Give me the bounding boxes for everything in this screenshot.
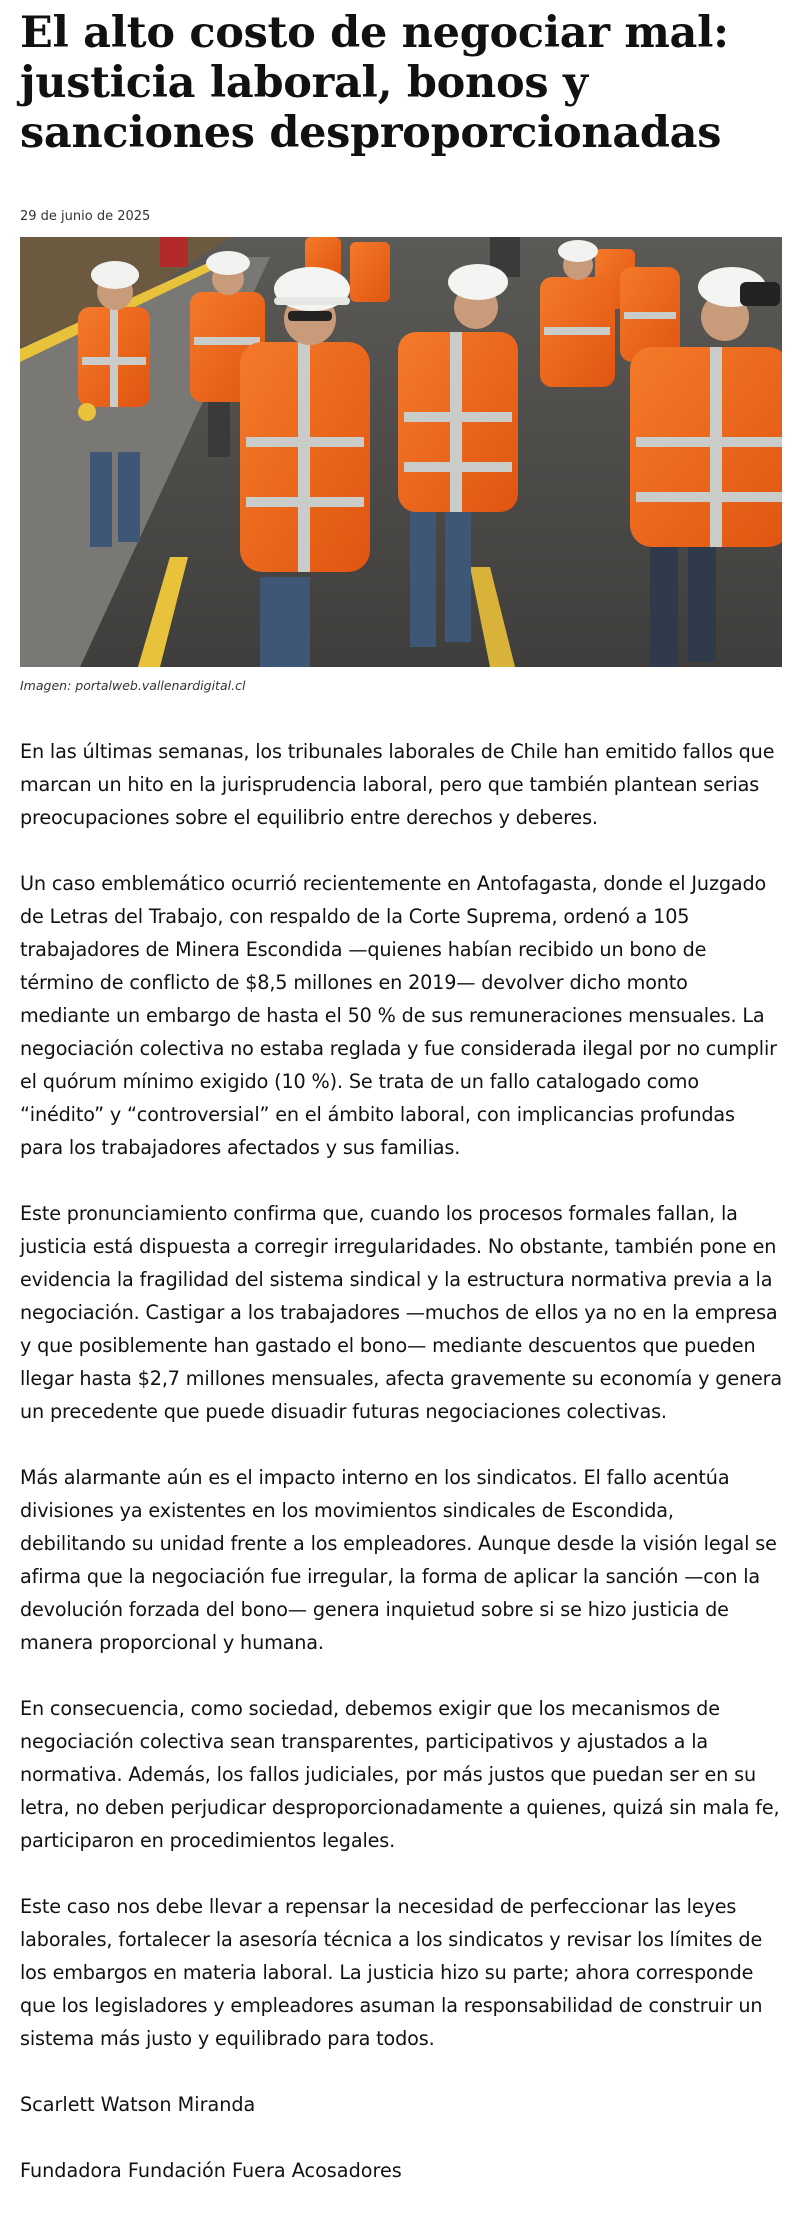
paragraph: Un caso emblemático ocurrió recientemente en Antofagasta, donde el Juzgado de Letras del Trabajo, con respaldo de la Corte Suprema, ordenó a 105 trabajadores de Minera Escondida —quienes habían recibido un bono de término de conflicto de $8,5 millones en 2019— devolver dicho monto mediante un embargo de hasta el 50 % de sus remuneraciones mensuales. La negociación colectiva no estaba reglada y fue considerada ilegal por no cumplir el quórum mínimo exigido (10 %). Se trata de un fallo catalogado como “inédito” y “controversial” en el ámbito laboral, con implicancias profundas para los trabajadores afectados y sus familias.: [20, 872, 777, 1159]
article-photo: [20, 237, 782, 667]
paragraph: En consecuencia, como sociedad, debemos exigir que los mecanismos de negociación colectiva sean transparentes, participativos y ajustados a la normativa. Además, los fallos judiciales, por más justos que puedan ser en su letra, no deben perjudicar desproporcionadamente a quienes, quizá sin mala fe, participaron en procedimientos legales.: [20, 1697, 780, 1852]
paragraph: En las últimas semanas, los tribunales laborales de Chile han emitido fallos que marcan un hito en la jurisprudencia laboral, pero que también plantean serias preocupaciones sobre el equilibrio entre derechos y deberes.: [20, 740, 775, 829]
publish-date: 29 de junio de 2025: [20, 209, 151, 224]
article: [20, 0, 782, 2220]
article-body: [20, 735, 782, 2055]
paragraph: Este pronunciamiento confirma que, cuando los procesos formales fallan, la justicia está dispuesta a corregir irregularidades. No obstante, también pone en evidencia la fragilidad del sistema sindical y la estructura normativa previa a la negociación. Castigar a los trabajadores —muchos de ellos ya no en la empresa y que posiblemente han gastado el bono— mediante descuentos que pueden llegar hasta $2,7 millones mensuales, afecta gravemente su economía y genera un precedente que puede disuadir futuras negociaciones colectivas.: [20, 1202, 782, 1423]
paragraph: Este caso nos debe llevar a repensar la necesidad de perfeccionar las leyes laborales, fortalecer la asesoría técnica a los sindicatos y revisar los límites de los embargos en materia laboral. La justicia hizo su parte; ahora corresponde que los legisladores y empleadores asuman la responsabilidad de construir un sistema más justo y equilibrado para todos.: [20, 1895, 763, 2050]
paragraph: Más alarmante aún es el impacto interno en los sindicatos. El fallo acentúa divisiones ya existentes en los movimientos sindicales de Escondida, debilitando su unidad frente a los empleadores. Aunque desde la visión legal se afirma que la negociación fue irregular, la forma de aplicar la sanción —con la devolución forzada del bono— genera inquietud sobre si se hizo justicia de manera proporcional y humana.: [20, 1466, 777, 1654]
author-role: Fundadora Fundación Fuera Acosadores: [20, 2159, 402, 2182]
signature: [20, 2088, 782, 2187]
image-caption: Imagen: portalweb.vallenardigital.cl: [20, 678, 246, 693]
author-name: Scarlett Watson Miranda: [20, 2093, 256, 2116]
article-title: El alto costo de negociar mal: justicia laboral, bonos y sanciones desproporcionadas: [20, 8, 729, 158]
